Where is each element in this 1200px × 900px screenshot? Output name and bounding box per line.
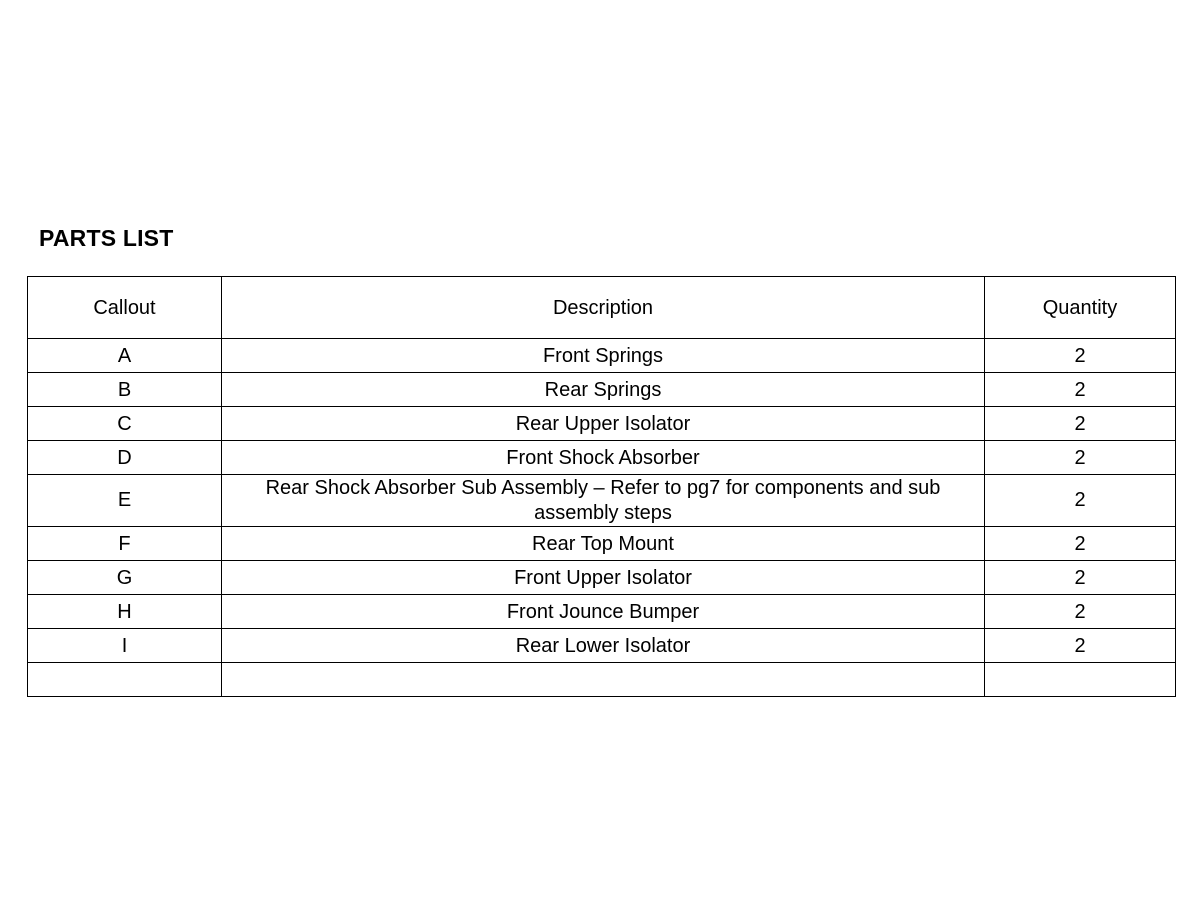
table-row [28,373,1176,407]
table-row [28,441,1176,475]
page-title: PARTS LIST [39,225,174,251]
description-cell [222,663,985,697]
callout-cell: I [28,629,222,663]
table-row [28,475,1176,527]
quantity-cell: 2 [985,629,1176,663]
quantity-cell: 2 [985,561,1176,595]
description-cell: Front Jounce Bumper [222,595,985,629]
column-header-quantity: Quantity [985,277,1176,339]
description-cell: Rear Lower Isolator [222,629,985,663]
column-header-callout: Callout [28,277,222,339]
description-cell: Rear Springs [222,373,985,407]
table-row [28,407,1176,441]
parts-table [27,276,1176,697]
callout-cell: G [28,561,222,595]
callout-cell: A [28,339,222,373]
callout-cell [28,663,222,697]
callout-cell: C [28,407,222,441]
quantity-cell: 2 [985,475,1176,527]
table-row [28,561,1176,595]
table-row [28,629,1176,663]
description-cell [222,475,985,527]
quantity-cell: 2 [985,441,1176,475]
quantity-cell: 2 [985,339,1176,373]
column-header-description: Description [222,277,985,339]
description-cell: Rear Top Mount [222,527,985,561]
description-cell: Rear Upper Isolator [222,407,985,441]
callout-cell: D [28,441,222,475]
callout-cell: H [28,595,222,629]
description-cell: Front Springs [222,339,985,373]
quantity-cell: 2 [985,407,1176,441]
quantity-cell: 2 [985,595,1176,629]
quantity-cell: 2 [985,527,1176,561]
description-text: Rear Shock Absorber Sub Assembly – Refer to pg7 for components and sub assembly steps [265,476,941,524]
callout-cell: B [28,373,222,407]
table-header-row [28,277,1176,339]
table-row [28,595,1176,629]
table-row [28,339,1176,373]
callout-cell: F [28,527,222,561]
quantity-cell [985,663,1176,697]
description-cell: Front Shock Absorber [222,441,985,475]
table-row-empty [28,663,1176,697]
description-cell: Front Upper Isolator [222,561,985,595]
table-row [28,527,1176,561]
callout-cell: E [28,475,222,527]
quantity-cell: 2 [985,373,1176,407]
